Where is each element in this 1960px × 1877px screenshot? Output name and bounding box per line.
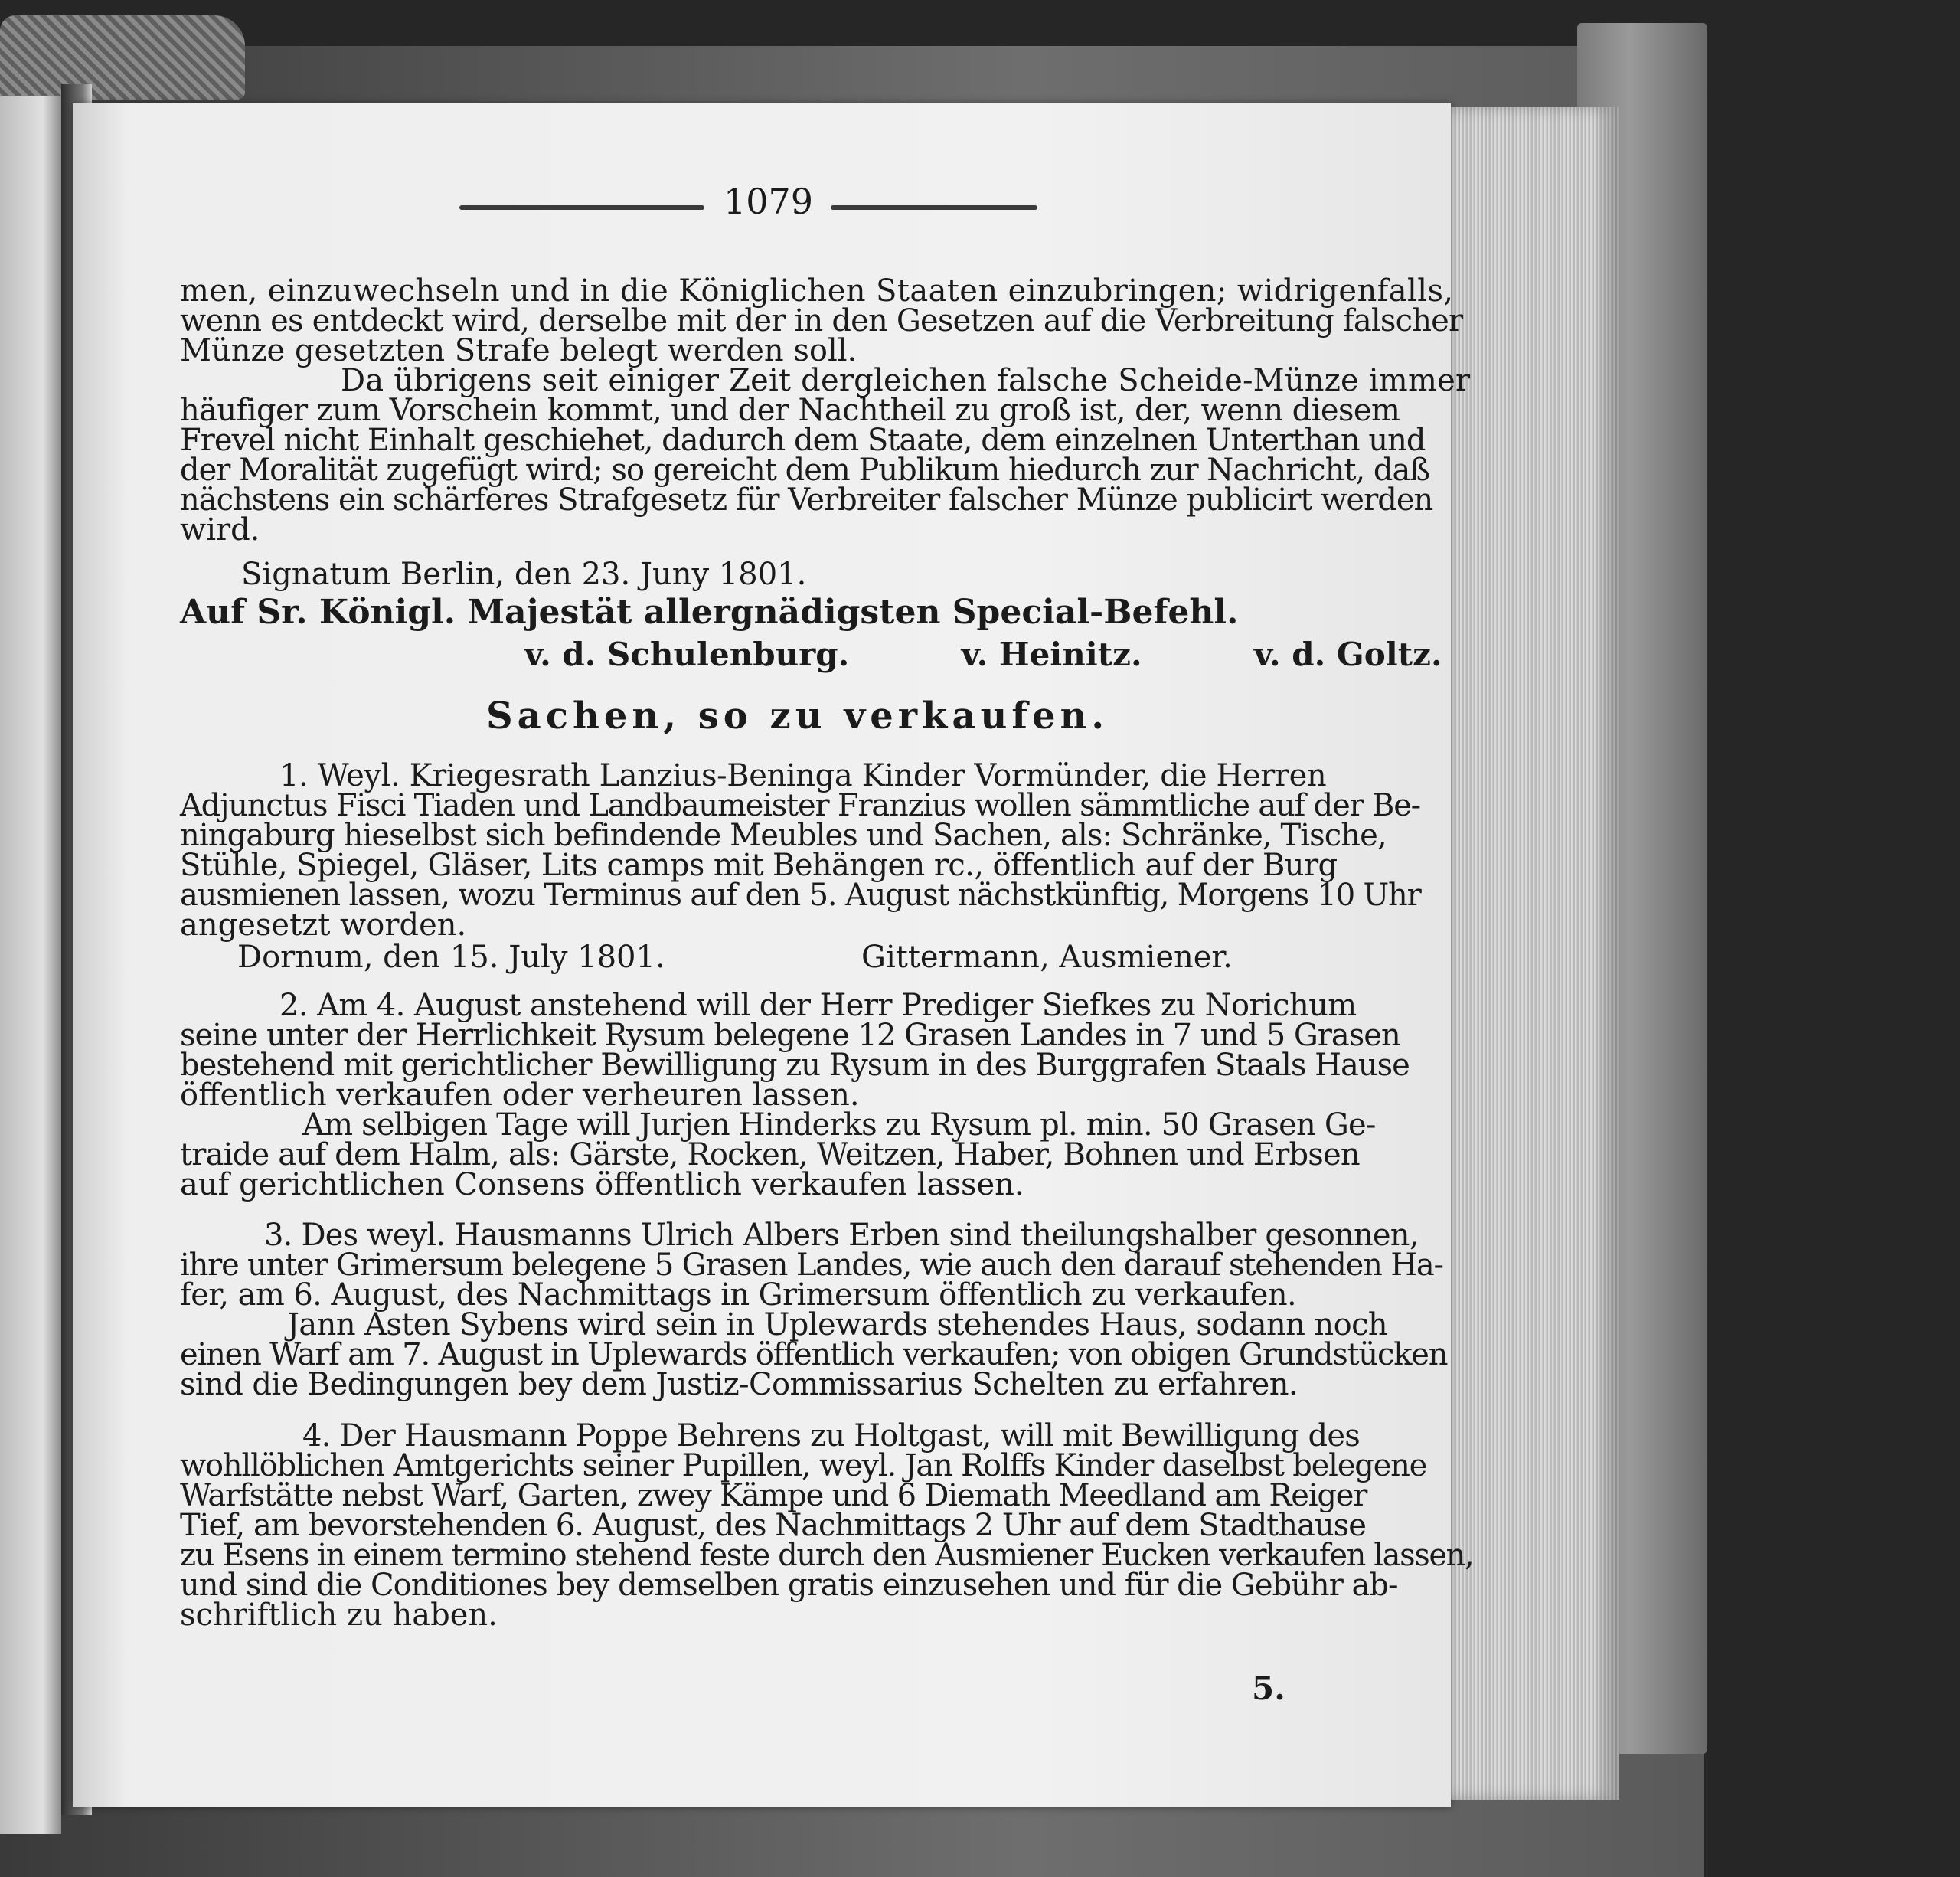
text-line: 2. Am 4. August anstehend will der Herr Prediger Siefkes zu Norichum — [279, 988, 1357, 1023]
text-line: Tief, am bevorstehenden 6. August, des Nachmittags 2 Uhr auf dem Stadthause — [180, 1508, 1366, 1543]
text-line: nächstens ein schärferes Strafgesetz für Verbreiter falscher Münze publicirt werden — [180, 482, 1433, 518]
text-line: Stühle, Spiegel, Gläser, Lits camps mit Behängen rc., öffentlich auf der Burg — [180, 848, 1338, 883]
text-line: ausmienen lassen, wozu Terminus auf den 5. August nächstkünftig, Morgens 10 Uhr — [180, 878, 1421, 913]
text-line: traide auf dem Halm, als: Gärste, Rocken, Weitzen, Haber, Bohnen und Erbsen — [180, 1137, 1360, 1172]
text-line: 1. Weyl. Kriegesrath Lanzius-Beninga Kinder Vormünder, die Herren — [279, 758, 1327, 793]
text-line: häufiger zum Vorschein kommt, und der Nachtheil zu groß ist, der, wenn diesem — [180, 393, 1400, 428]
text-line: öffentlich verkaufen oder verheuren lassen. — [180, 1077, 860, 1113]
text-line: Da übrigens seit einiger Zeit dergleichen falsche Scheide-Münze immer — [341, 363, 1471, 398]
text-line: 3. Des weyl. Hausmanns Ulrich Albers Erben sind theilungshalber gesonnen, — [264, 1218, 1419, 1253]
text-line: Am selbigen Tage will Jurjen Hinderks zu Rysum pl. min. 50 Grasen Ge- — [302, 1107, 1376, 1143]
text-line: 4. Der Hausmann Poppe Behrens zu Holtgast, will mit Bewilligung des — [302, 1418, 1360, 1454]
text-line: einen Warf am 7. August in Uplewards öffentlich verkaufen; von obigen Grundstücken — [180, 1337, 1448, 1372]
section-heading: Sachen, so zu verkaufen. — [486, 695, 1109, 737]
authority-line: Auf Sr. Königl. Majestät allergnädigsten Special-Befehl. — [180, 593, 1239, 632]
text-line: angesetzt worden. — [180, 907, 467, 943]
dateline: Signatum Berlin, den 23. Juny 1801. — [241, 557, 807, 592]
text-line: wohllöblichen Amtgerichts seiner Pupillen, weyl. Jan Rolffs Kinder daselbst belegene — [180, 1448, 1427, 1483]
text-line: Jann Asten Sybens wird sein in Uplewards stehendes Haus, sodann noch — [287, 1307, 1388, 1342]
text-line: ningaburg hieselbst sich befindende Meubles und Sachen, als: Schränke, Tische, — [180, 818, 1387, 853]
signatures-line: v. d. Schulenburg. v. Heinitz. v. d. Goltz. — [524, 636, 1442, 673]
text-line: fer, am 6. August, des Nachmittags in Grimersum öffentlich zu verkaufen. — [180, 1277, 1297, 1313]
text-line: Adjunctus Fisci Tiaden und Landbaumeister Franzius wollen sämmtliche auf der Be- — [180, 788, 1420, 823]
text-line: men, einzuwechseln und in die Königlichen Staaten einzubringen; widrigenfalls, — [180, 273, 1454, 309]
text-line: Warfstätte nebst Warf, Garten, zwey Kämpe und 6 Diemath Meedland am Reiger — [180, 1478, 1367, 1513]
header-rule-left — [459, 205, 704, 210]
text-line: sind die Bedingungen bey dem Justiz-Commissarius Schelten zu erfahren. — [180, 1367, 1298, 1402]
text-line: seine unter der Herrlichkeit Rysum belegene 12 Grasen Landes in 7 und 5 Grasen — [180, 1018, 1400, 1053]
text-line: wird. — [180, 512, 260, 548]
text-line: bestehend mit gerichtlicher Bewilligung zu Rysum in des Burggrafen Staals Hause — [180, 1048, 1410, 1083]
book-page — [73, 103, 1474, 1807]
text-line: ihre unter Grimersum belegene 5 Grasen Landes, wie auch den darauf stehenden Ha- — [180, 1248, 1443, 1283]
text-line: Münze gesetzten Strafe belegt werden soll. — [180, 333, 858, 368]
signature: Gittermann, Ausmiener. — [861, 940, 1233, 975]
text-line: Frevel nicht Einhalt geschiehet, dadurch dem Staate, dem einzelnen Unterthan und — [180, 423, 1426, 458]
book-headband — [0, 15, 245, 100]
text-line: zu Esens in einem termino stehend feste durch den Ausmiener Eucken verkaufen lassen, — [180, 1538, 1474, 1573]
header-rule-right — [831, 205, 1037, 210]
text-line: wenn es entdeckt wird, derselbe mit der in den Gesetzen auf die Verbreitung falscher — [180, 303, 1463, 338]
text-line: schriftlich zu haben. — [180, 1597, 498, 1633]
signature-mark: 5. — [1252, 1669, 1285, 1707]
text-line: und sind die Conditiones bey demselben gratis einzusehen und für die Gebühr ab- — [180, 1568, 1398, 1603]
left-page-edge — [0, 96, 61, 1834]
dateline: Dornum, den 15. July 1801. — [237, 940, 665, 975]
page-number: 1079 — [724, 181, 814, 222]
text-line: der Moralität zugefügt wird; so gereicht dem Publikum hiedurch zur Nachricht, daß — [180, 453, 1430, 488]
text-line: auf gerichtlichen Consens öffentlich verkaufen lassen. — [180, 1167, 1024, 1202]
